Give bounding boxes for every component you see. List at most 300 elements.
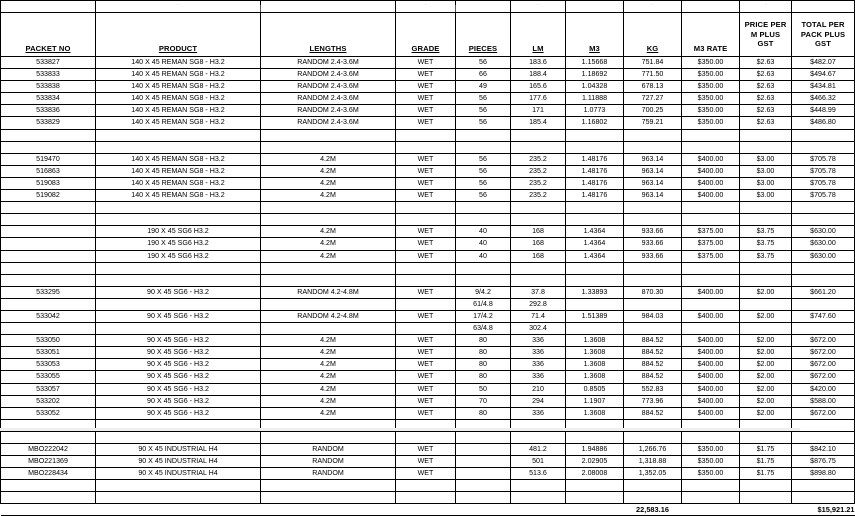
cell-lengths[interactable]: 4.2M: [261, 395, 396, 407]
cell-lengths[interactable]: RANDOM 4.2-4.8M: [261, 310, 396, 322]
cell-lengths[interactable]: 4.2M: [261, 359, 396, 371]
cell-lengths[interactable]: 4.2M: [261, 238, 396, 250]
cell-total_per_pack[interactable]: $705.78: [792, 153, 855, 165]
cell-lm[interactable]: 168: [511, 250, 566, 262]
cell-pieces[interactable]: 56: [456, 153, 511, 165]
cell-lengths[interactable]: [261, 323, 396, 335]
cell-grade[interactable]: WET: [396, 93, 456, 105]
cell-m3[interactable]: 1.4364: [566, 250, 624, 262]
cell-total_per_pack[interactable]: [792, 298, 855, 310]
cell-packet_no[interactable]: 519083: [1, 177, 96, 189]
cell-pieces[interactable]: 50: [456, 383, 511, 395]
cell-packet_no[interactable]: 533202: [1, 395, 96, 407]
cell-lm[interactable]: 177.6: [511, 93, 566, 105]
cell-grade[interactable]: WET: [396, 468, 456, 480]
cell-m3_rate[interactable]: $350.00: [682, 468, 740, 480]
cell-total_per_pack[interactable]: $448.99: [792, 105, 855, 117]
cell-total_per_pack[interactable]: $705.78: [792, 190, 855, 202]
cell-lm[interactable]: 513.6: [511, 468, 566, 480]
cell-grade[interactable]: WET: [396, 310, 456, 322]
cell-m3_rate[interactable]: $350.00: [682, 69, 740, 81]
cell-product[interactable]: 190 X 45 SG6 H3.2: [96, 226, 261, 238]
cell-m3[interactable]: 1.48176: [566, 153, 624, 165]
cell-m3_rate[interactable]: [682, 298, 740, 310]
cell-m3_rate[interactable]: $400.00: [682, 359, 740, 371]
table-row[interactable]: [1, 69, 855, 81]
cell-m3_rate[interactable]: $400.00: [682, 165, 740, 177]
cell-product[interactable]: 90 X 45 INDUSTRIAL H4: [96, 444, 261, 456]
cell-grade[interactable]: WET: [396, 407, 456, 419]
cell-kg[interactable]: 884.52: [624, 359, 682, 371]
cell-price_per_m[interactable]: $2.00: [740, 347, 792, 359]
cell-m3_rate[interactable]: $400.00: [682, 335, 740, 347]
cell-lengths[interactable]: 4.2M: [261, 347, 396, 359]
cell-pieces[interactable]: [456, 444, 511, 456]
cell-product[interactable]: 90 X 45 INDUSTRIAL H4: [96, 456, 261, 468]
cell-pieces[interactable]: 56: [456, 117, 511, 129]
cell-lengths[interactable]: RANDOM 2.4-3.6M: [261, 57, 396, 69]
cell-pieces[interactable]: 66: [456, 69, 511, 81]
table-row[interactable]: [1, 57, 855, 69]
cell-lm[interactable]: 185.4: [511, 117, 566, 129]
cell-price_per_m[interactable]: $2.63: [740, 69, 792, 81]
cell-price_per_m[interactable]: $1.75: [740, 456, 792, 468]
cell-m3[interactable]: 1.4364: [566, 238, 624, 250]
cell-kg[interactable]: 700.25: [624, 105, 682, 117]
table-row[interactable]: [1, 383, 855, 395]
cell-packet_no[interactable]: 533052: [1, 407, 96, 419]
cell-pieces[interactable]: 80: [456, 359, 511, 371]
cell-packet_no[interactable]: 533834: [1, 93, 96, 105]
cell-m3[interactable]: 1.18692: [566, 69, 624, 81]
cell-total_per_pack[interactable]: $661.20: [792, 286, 855, 298]
cell-total_per_pack[interactable]: $672.00: [792, 335, 855, 347]
cell-packet_no[interactable]: 533057: [1, 383, 96, 395]
column-header-kg[interactable]: [624, 13, 682, 57]
column-header-total_per_pack[interactable]: [792, 13, 855, 57]
cell-m3_rate[interactable]: $350.00: [682, 105, 740, 117]
cell-product[interactable]: 140 X 45 REMAN SG8 - H3.2: [96, 153, 261, 165]
cell-grade[interactable]: WET: [396, 383, 456, 395]
cell-lm[interactable]: 183.6: [511, 57, 566, 69]
cell-packet_no[interactable]: 533829: [1, 117, 96, 129]
cell-m3_rate[interactable]: $375.00: [682, 238, 740, 250]
column-header-m3[interactable]: [566, 13, 624, 57]
cell-grade[interactable]: WET: [396, 371, 456, 383]
cell-grade[interactable]: WET: [396, 105, 456, 117]
cell-product[interactable]: 190 X 45 SG6 H3.2: [96, 238, 261, 250]
cell-lengths[interactable]: RANDOM 4.2-4.8M: [261, 286, 396, 298]
cell-m3_rate[interactable]: $400.00: [682, 371, 740, 383]
cell-price_per_m[interactable]: $2.63: [740, 81, 792, 93]
cell-grade[interactable]: WET: [396, 238, 456, 250]
table-row[interactable]: [1, 335, 855, 347]
cell-grade[interactable]: WET: [396, 250, 456, 262]
cell-product[interactable]: 140 X 45 REMAN SG8 - H3.2: [96, 81, 261, 93]
cell-price_per_m[interactable]: $2.63: [740, 93, 792, 105]
cell-packet_no[interactable]: 516863: [1, 165, 96, 177]
cell-m3_rate[interactable]: $375.00: [682, 226, 740, 238]
cell-lengths[interactable]: [261, 298, 396, 310]
cell-price_per_m[interactable]: [740, 323, 792, 335]
cell-pieces[interactable]: 56: [456, 165, 511, 177]
cell-product[interactable]: 90 X 45 SG6 - H3.2: [96, 371, 261, 383]
cell-packet_no[interactable]: 533827: [1, 57, 96, 69]
cell-packet_no[interactable]: 519470: [1, 153, 96, 165]
cell-total_per_pack[interactable]: $630.00: [792, 250, 855, 262]
cell-pieces[interactable]: 40: [456, 226, 511, 238]
cell-total_per_pack[interactable]: $588.00: [792, 395, 855, 407]
cell-lengths[interactable]: 4.2M: [261, 407, 396, 419]
cell-product[interactable]: 90 X 45 SG6 - H3.2: [96, 407, 261, 419]
cell-lm[interactable]: 171: [511, 105, 566, 117]
table-row[interactable]: [1, 359, 855, 371]
table-row[interactable]: [1, 444, 855, 456]
cell-m3_rate[interactable]: $400.00: [682, 286, 740, 298]
cell-total_per_pack[interactable]: $672.00: [792, 371, 855, 383]
cell-total_per_pack[interactable]: $747.60: [792, 310, 855, 322]
cell-pieces[interactable]: 40: [456, 250, 511, 262]
cell-m3_rate[interactable]: $350.00: [682, 93, 740, 105]
cell-lengths[interactable]: RANDOM 2.4-3.6M: [261, 81, 396, 93]
cell-grade[interactable]: WET: [396, 177, 456, 189]
cell-pieces[interactable]: 17/4.2: [456, 310, 511, 322]
cell-packet_no[interactable]: [1, 226, 96, 238]
column-header-pieces[interactable]: [456, 13, 511, 57]
table-row[interactable]: [1, 468, 855, 480]
cell-kg[interactable]: 933.66: [624, 250, 682, 262]
column-header-lengths[interactable]: [261, 13, 396, 57]
cell-product[interactable]: 140 X 45 REMAN SG8 - H3.2: [96, 165, 261, 177]
cell-packet_no[interactable]: [1, 298, 96, 310]
cell-m3[interactable]: 1.04328: [566, 81, 624, 93]
cell-kg[interactable]: 884.52: [624, 407, 682, 419]
cell-m3_rate[interactable]: $350.00: [682, 444, 740, 456]
column-header-lm[interactable]: [511, 13, 566, 57]
table-row[interactable]: [1, 226, 855, 238]
column-header-packet_no[interactable]: [1, 13, 96, 57]
cell-price_per_m[interactable]: $2.63: [740, 105, 792, 117]
column-header-price_per_m[interactable]: [740, 13, 792, 57]
cell-kg[interactable]: 1,352.05: [624, 468, 682, 480]
cell-m3[interactable]: 1.1907: [566, 395, 624, 407]
cell-grade[interactable]: WET: [396, 165, 456, 177]
cell-kg[interactable]: 678.13: [624, 81, 682, 93]
cell-total_per_pack[interactable]: $672.00: [792, 347, 855, 359]
cell-total_per_pack[interactable]: $434.81: [792, 81, 855, 93]
table-row[interactable]: [1, 286, 855, 298]
cell-lm[interactable]: 235.2: [511, 153, 566, 165]
cell-pieces[interactable]: 80: [456, 407, 511, 419]
table-row[interactable]: [1, 298, 855, 310]
cell-pieces[interactable]: 56: [456, 93, 511, 105]
cell-lm[interactable]: 336: [511, 335, 566, 347]
cell-kg[interactable]: 884.52: [624, 335, 682, 347]
cell-lengths[interactable]: RANDOM: [261, 456, 396, 468]
cell-grade[interactable]: WET: [396, 69, 456, 81]
cell-m3[interactable]: 1.48176: [566, 190, 624, 202]
cell-total_per_pack[interactable]: $705.78: [792, 177, 855, 189]
cell-price_per_m[interactable]: $3.00: [740, 165, 792, 177]
cell-m3_rate[interactable]: $400.00: [682, 383, 740, 395]
cell-total_per_pack[interactable]: $705.78: [792, 165, 855, 177]
cell-packet_no[interactable]: 533836: [1, 105, 96, 117]
cell-m3_rate[interactable]: $350.00: [682, 456, 740, 468]
cell-kg[interactable]: 552.83: [624, 383, 682, 395]
cell-kg[interactable]: 963.14: [624, 153, 682, 165]
cell-price_per_m[interactable]: $2.00: [740, 371, 792, 383]
cell-m3[interactable]: 1.3608: [566, 347, 624, 359]
cell-m3_rate[interactable]: $400.00: [682, 395, 740, 407]
column-header-product[interactable]: [96, 13, 261, 57]
cell-lm[interactable]: 188.4: [511, 69, 566, 81]
cell-packet_no[interactable]: 533833: [1, 69, 96, 81]
cell-price_per_m[interactable]: $3.00: [740, 153, 792, 165]
cell-kg[interactable]: 963.14: [624, 190, 682, 202]
cell-m3_rate[interactable]: $350.00: [682, 57, 740, 69]
column-header-grade[interactable]: [396, 13, 456, 57]
cell-pieces[interactable]: [456, 456, 511, 468]
cell-kg[interactable]: 1,318.88: [624, 456, 682, 468]
cell-total_per_pack[interactable]: $630.00: [792, 238, 855, 250]
cell-lm[interactable]: 210: [511, 383, 566, 395]
table-row[interactable]: [1, 165, 855, 177]
cell-kg[interactable]: 984.03: [624, 310, 682, 322]
cell-lengths[interactable]: 4.2M: [261, 165, 396, 177]
cell-packet_no[interactable]: 533051: [1, 347, 96, 359]
cell-pieces[interactable]: 70: [456, 395, 511, 407]
table-row[interactable]: [1, 153, 855, 165]
cell-lengths[interactable]: 4.2M: [261, 226, 396, 238]
table-row[interactable]: [1, 310, 855, 322]
cell-product[interactable]: 90 X 45 SG6 - H3.2: [96, 347, 261, 359]
cell-total_per_pack[interactable]: $420.00: [792, 383, 855, 395]
cell-m3[interactable]: 1.16802: [566, 117, 624, 129]
cell-packet_no[interactable]: 533838: [1, 81, 96, 93]
cell-grade[interactable]: WET: [396, 347, 456, 359]
cell-lm[interactable]: 292.8: [511, 298, 566, 310]
cell-m3_rate[interactable]: $400.00: [682, 190, 740, 202]
cell-pieces[interactable]: 56: [456, 177, 511, 189]
cell-kg[interactable]: 773.96: [624, 395, 682, 407]
cell-m3[interactable]: [566, 298, 624, 310]
cell-lengths[interactable]: 4.2M: [261, 250, 396, 262]
cell-product[interactable]: 90 X 45 SG6 - H3.2: [96, 383, 261, 395]
cell-product[interactable]: 90 X 45 SG6 - H3.2: [96, 286, 261, 298]
cell-packet_no[interactable]: 533053: [1, 359, 96, 371]
cell-product[interactable]: 90 X 45 SG6 - H3.2: [96, 395, 261, 407]
table-row[interactable]: [1, 81, 855, 93]
cell-packet_no[interactable]: [1, 250, 96, 262]
cell-product[interactable]: 140 X 45 REMAN SG8 - H3.2: [96, 190, 261, 202]
cell-m3[interactable]: 1.4364: [566, 226, 624, 238]
table-row[interactable]: [1, 371, 855, 383]
cell-m3[interactable]: 1.0773: [566, 105, 624, 117]
cell-lm[interactable]: 235.2: [511, 190, 566, 202]
cell-lm[interactable]: 165.6: [511, 81, 566, 93]
cell-pieces[interactable]: 80: [456, 347, 511, 359]
table-row[interactable]: [1, 323, 855, 335]
table-row[interactable]: [1, 105, 855, 117]
cell-price_per_m[interactable]: [740, 298, 792, 310]
cell-m3[interactable]: 1.51389: [566, 310, 624, 322]
cell-kg[interactable]: 727.27: [624, 93, 682, 105]
column-header-m3_rate[interactable]: [682, 13, 740, 57]
cell-lengths[interactable]: RANDOM: [261, 468, 396, 480]
cell-m3[interactable]: 2.08008: [566, 468, 624, 480]
cell-grade[interactable]: WET: [396, 395, 456, 407]
cell-price_per_m[interactable]: $3.00: [740, 177, 792, 189]
cell-m3_rate[interactable]: [682, 323, 740, 335]
cell-m3_rate[interactable]: $350.00: [682, 117, 740, 129]
cell-m3[interactable]: [566, 323, 624, 335]
cell-pieces[interactable]: 56: [456, 57, 511, 69]
cell-pieces[interactable]: 80: [456, 335, 511, 347]
cell-pieces[interactable]: 61/4.8: [456, 298, 511, 310]
cell-lengths[interactable]: 4.2M: [261, 190, 396, 202]
cell-lengths[interactable]: RANDOM: [261, 444, 396, 456]
cell-price_per_m[interactable]: $2.00: [740, 286, 792, 298]
cell-pieces[interactable]: 80: [456, 371, 511, 383]
cell-grade[interactable]: WET: [396, 117, 456, 129]
cell-product[interactable]: 190 X 45 SG6 H3.2: [96, 250, 261, 262]
cell-price_per_m[interactable]: $2.00: [740, 407, 792, 419]
cell-grade[interactable]: WET: [396, 190, 456, 202]
cell-pieces[interactable]: 56: [456, 190, 511, 202]
cell-grade[interactable]: WET: [396, 57, 456, 69]
cell-m3[interactable]: 1.3608: [566, 335, 624, 347]
cell-price_per_m[interactable]: $2.00: [740, 335, 792, 347]
cell-kg[interactable]: 963.14: [624, 165, 682, 177]
cell-m3_rate[interactable]: $400.00: [682, 310, 740, 322]
cell-lm[interactable]: 336: [511, 407, 566, 419]
cell-total_per_pack[interactable]: $486.80: [792, 117, 855, 129]
cell-kg[interactable]: 884.52: [624, 371, 682, 383]
cell-packet_no[interactable]: 519082: [1, 190, 96, 202]
cell-lm[interactable]: 168: [511, 226, 566, 238]
cell-m3[interactable]: 1.94886: [566, 444, 624, 456]
cell-total_per_pack[interactable]: $672.00: [792, 407, 855, 419]
cell-m3_rate[interactable]: $375.00: [682, 250, 740, 262]
cell-price_per_m[interactable]: $3.00: [740, 190, 792, 202]
cell-lengths[interactable]: RANDOM 2.4-3.6M: [261, 117, 396, 129]
cell-m3[interactable]: 0.8505: [566, 383, 624, 395]
cell-grade[interactable]: [396, 323, 456, 335]
cell-lm[interactable]: 481.2: [511, 444, 566, 456]
cell-kg[interactable]: 771.50: [624, 69, 682, 81]
cell-lengths[interactable]: RANDOM 2.4-3.6M: [261, 69, 396, 81]
cell-product[interactable]: 90 X 45 INDUSTRIAL H4: [96, 468, 261, 480]
table-row[interactable]: [1, 177, 855, 189]
cell-product[interactable]: 140 X 45 REMAN SG8 - H3.2: [96, 57, 261, 69]
cell-price_per_m[interactable]: $1.75: [740, 468, 792, 480]
cell-lm[interactable]: 336: [511, 359, 566, 371]
table-row[interactable]: [1, 250, 855, 262]
cell-m3[interactable]: 1.15668: [566, 57, 624, 69]
table-row[interactable]: [1, 93, 855, 105]
cell-packet_no[interactable]: MBO228434: [1, 468, 96, 480]
cell-m3[interactable]: 1.48176: [566, 165, 624, 177]
cell-lengths[interactable]: RANDOM 2.4-3.6M: [261, 93, 396, 105]
cell-kg[interactable]: 933.66: [624, 238, 682, 250]
cell-grade[interactable]: WET: [396, 81, 456, 93]
cell-kg[interactable]: 759.21: [624, 117, 682, 129]
cell-packet_no[interactable]: 533050: [1, 335, 96, 347]
cell-lm[interactable]: 168: [511, 238, 566, 250]
cell-packet_no[interactable]: 533295: [1, 286, 96, 298]
cell-m3_rate[interactable]: $350.00: [682, 81, 740, 93]
cell-m3_rate[interactable]: $400.00: [682, 153, 740, 165]
cell-pieces[interactable]: 56: [456, 105, 511, 117]
cell-m3_rate[interactable]: $400.00: [682, 407, 740, 419]
cell-product[interactable]: [96, 298, 261, 310]
cell-total_per_pack[interactable]: [792, 323, 855, 335]
cell-lm[interactable]: 235.2: [511, 165, 566, 177]
cell-grade[interactable]: [396, 298, 456, 310]
cell-lm[interactable]: 71.4: [511, 310, 566, 322]
cell-total_per_pack[interactable]: $876.75: [792, 456, 855, 468]
cell-product[interactable]: 90 X 45 SG6 - H3.2: [96, 335, 261, 347]
table-row[interactable]: [1, 190, 855, 202]
cell-total_per_pack[interactable]: $672.00: [792, 359, 855, 371]
cell-product[interactable]: 140 X 45 REMAN SG8 - H3.2: [96, 117, 261, 129]
cell-kg[interactable]: [624, 298, 682, 310]
cell-grade[interactable]: WET: [396, 456, 456, 468]
cell-total_per_pack[interactable]: $466.32: [792, 93, 855, 105]
cell-total_per_pack[interactable]: $630.00: [792, 226, 855, 238]
cell-price_per_m[interactable]: $2.63: [740, 117, 792, 129]
cell-packet_no[interactable]: MBO221369: [1, 456, 96, 468]
cell-packet_no[interactable]: [1, 238, 96, 250]
cell-m3[interactable]: 1.48176: [566, 177, 624, 189]
cell-price_per_m[interactable]: $2.63: [740, 57, 792, 69]
cell-price_per_m[interactable]: $1.75: [740, 444, 792, 456]
cell-total_per_pack[interactable]: $898.80: [792, 468, 855, 480]
cell-pieces[interactable]: 49: [456, 81, 511, 93]
table-row[interactable]: [1, 347, 855, 359]
cell-product[interactable]: 90 X 45 SG6 - H3.2: [96, 310, 261, 322]
cell-kg[interactable]: 933.66: [624, 226, 682, 238]
cell-m3[interactable]: 1.11888: [566, 93, 624, 105]
cell-lengths[interactable]: RANDOM 2.4-3.6M: [261, 105, 396, 117]
table-row[interactable]: [1, 395, 855, 407]
cell-m3[interactable]: 1.3608: [566, 359, 624, 371]
cell-product[interactable]: [96, 323, 261, 335]
cell-kg[interactable]: 963.14: [624, 177, 682, 189]
cell-lm[interactable]: 294: [511, 395, 566, 407]
cell-product[interactable]: 140 X 45 REMAN SG8 - H3.2: [96, 93, 261, 105]
cell-kg[interactable]: 751.84: [624, 57, 682, 69]
cell-grade[interactable]: WET: [396, 153, 456, 165]
cell-price_per_m[interactable]: $2.00: [740, 359, 792, 371]
cell-price_per_m[interactable]: $2.00: [740, 395, 792, 407]
cell-total_per_pack[interactable]: $494.67: [792, 69, 855, 81]
cell-m3[interactable]: 2.02905: [566, 456, 624, 468]
cell-kg[interactable]: [624, 323, 682, 335]
cell-total_per_pack[interactable]: $482.07: [792, 57, 855, 69]
cell-lengths[interactable]: 4.2M: [261, 153, 396, 165]
cell-lm[interactable]: 336: [511, 371, 566, 383]
cell-lengths[interactable]: 4.2M: [261, 335, 396, 347]
cell-price_per_m[interactable]: $3.75: [740, 238, 792, 250]
cell-pieces[interactable]: 40: [456, 238, 511, 250]
cell-lengths[interactable]: 4.2M: [261, 383, 396, 395]
cell-pieces[interactable]: 9/4.2: [456, 286, 511, 298]
cell-total_per_pack[interactable]: $842.10: [792, 444, 855, 456]
cell-m3_rate[interactable]: $400.00: [682, 347, 740, 359]
cell-product[interactable]: 140 X 45 REMAN SG8 - H3.2: [96, 69, 261, 81]
cell-m3[interactable]: 1.33893: [566, 286, 624, 298]
